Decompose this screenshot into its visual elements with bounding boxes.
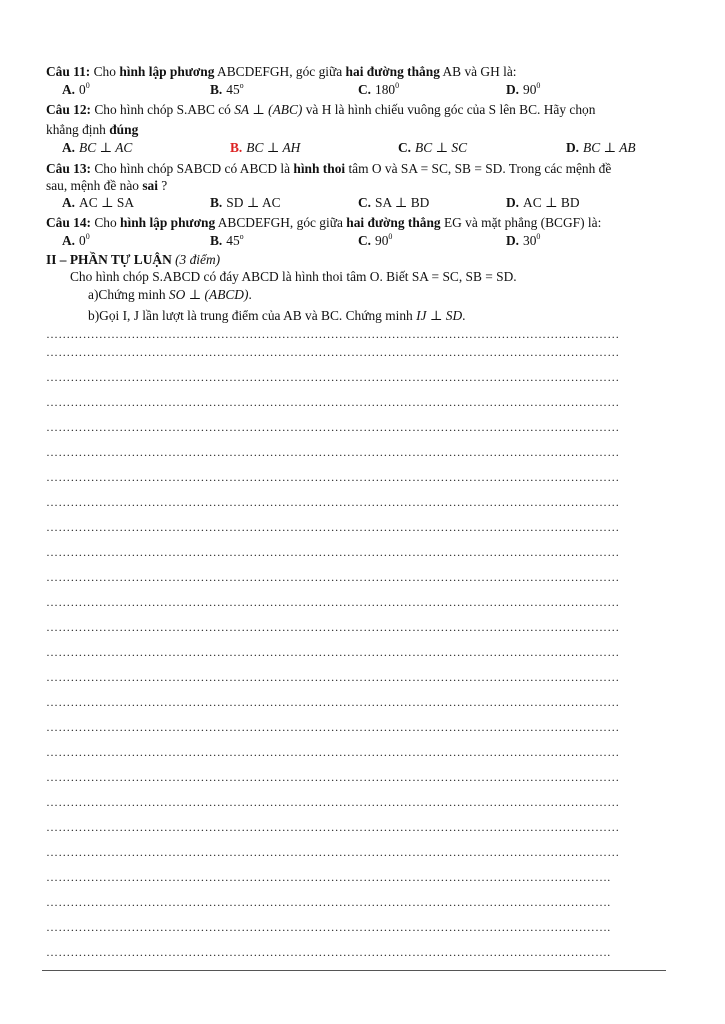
q12-label: Câu 12: <box>46 102 92 117</box>
q13-keyword: sai <box>142 178 158 193</box>
part2-heading <box>46 252 220 268</box>
q12-text-3: khẳng định <box>46 122 110 137</box>
answer-line[interactable]: …………………………………………………………………………………………………………………………… <box>46 421 620 433</box>
q12-options <box>46 140 670 156</box>
answer-line[interactable]: …………………………………………………………………………………………………………………………. <box>46 871 611 883</box>
q11-option-a[interactable]: A. $0^0$ <box>62 81 90 97</box>
footer-rule <box>42 970 666 971</box>
q13-stem <box>46 161 611 177</box>
part2-title: II – PHẦN TỰ LUẬN <box>46 252 172 267</box>
q12-text-2: và H là hình chiếu vuông góc của S lên BC. Hãy chọn <box>302 102 596 117</box>
answer-line[interactable]: …………………………………………………………………………………………………………………………. <box>46 921 611 933</box>
part2-item-b-math: IJ ⊥ SD <box>416 308 463 323</box>
q13-option-b[interactable]: B. SD ⊥ AC <box>210 195 281 210</box>
q11-bold-2: hai đường thẳng <box>345 64 440 79</box>
answer-line[interactable]: …………………………………………………………………………………………………………………………… <box>46 696 620 708</box>
q13-option-c[interactable]: C. SA ⊥ BD <box>358 195 430 210</box>
q13-text-1: Cho hình chóp SABCD có ABCD là <box>91 161 294 176</box>
q12-text-1: Cho hình chóp S.ABC có <box>91 102 235 117</box>
q14-stem <box>46 215 601 231</box>
q12-option-c[interactable]: C. BC ⊥ SC <box>398 140 468 155</box>
q11-stem <box>46 64 517 80</box>
q12-keyword: đúng <box>109 122 139 137</box>
answer-line[interactable]: …………………………………………………………………………………………………………………………. <box>46 946 611 958</box>
answer-line[interactable]: …………………………………………………………………………………………………………………………… <box>46 671 620 683</box>
answer-line[interactable]: …………………………………………………………………………………………………………………………… <box>46 746 620 758</box>
q11-option-c[interactable]: C. $180^0$ <box>358 81 400 97</box>
q14-bold-2: hai đường thẳng <box>346 215 441 230</box>
q13-option-d[interactable]: D. AC ⊥ BD <box>506 195 580 210</box>
q14-option-b[interactable]: B. 45$^o$ <box>210 232 244 248</box>
answer-line[interactable]: …………………………………………………………………………………………………………………………. <box>46 896 611 908</box>
answer-line[interactable]: …………………………………………………………………………………………………………………………… <box>46 546 620 558</box>
q14-text-1: Cho <box>91 215 121 230</box>
part2-intro: Cho hình chóp S.ABCD có đáy ABCD là hình thoi tâm O. Biết SA = SC, SB = SD. <box>70 269 517 284</box>
q11-text-3: AB và GH là: <box>439 64 517 79</box>
q12-stem <box>46 102 595 118</box>
answer-line[interactable]: …………………………………………………………………………………………………………………………… <box>46 446 620 458</box>
part2-item-a-end: . <box>248 287 252 302</box>
part2-item-b <box>88 308 466 324</box>
answer-line[interactable]: …………………………………………………………………………………………………………………………… <box>46 596 620 608</box>
q12-option-d[interactable]: D. BC ⊥ AB <box>566 140 636 155</box>
part2-item-b-text: b)Gọi I, J lần lượt là trung điểm của AB và BC. Chứng minh <box>88 308 417 323</box>
answer-line[interactable]: …………………………………………………………………………………………………………………………… <box>46 771 620 783</box>
answer-line[interactable]: …………………………………………………………………………………………………………………………… <box>46 796 620 808</box>
answer-line[interactable]: …………………………………………………………………………………………………………………………… <box>46 346 620 358</box>
q13-bold-1: hình thoi <box>293 161 346 176</box>
q14-option-c[interactable]: C. $90^0$ <box>358 232 393 248</box>
q11-text-1: Cho <box>90 64 120 79</box>
answer-line[interactable]: …………………………………………………………………………………………………………………………… <box>46 721 620 733</box>
q11-label: Câu 11: <box>46 64 91 79</box>
q11-option-d[interactable]: D. $90^0$ <box>506 81 541 97</box>
part2-item-b-end: . <box>462 308 466 323</box>
answer-line[interactable]: …………………………………………………………………………………………………………………………… <box>46 821 620 833</box>
q11-option-b[interactable]: B. 45$^o$ <box>210 81 244 97</box>
q11-options <box>46 82 670 98</box>
answer-line[interactable]: …………………………………………………………………………………………………………………………… <box>46 471 620 483</box>
q14-text-2: ABCDEFGH, góc giữa <box>215 215 347 230</box>
q13-option-a[interactable]: A. AC ⊥ SA <box>62 195 135 210</box>
q13-label: Câu 13: <box>46 161 92 176</box>
q11-bold-1: hình lập phương <box>119 64 215 79</box>
q13-options <box>46 195 670 211</box>
answer-line[interactable]: …………………………………………………………………………………………………………………………… <box>46 846 620 858</box>
q14-text-3: EG và mặt phẳng (BCGF) là: <box>440 215 602 230</box>
answer-line[interactable]: …………………………………………………………………………………………………………………………… <box>46 621 620 633</box>
answer-line[interactable]: …………………………………………………………………………………………………………………………… <box>46 571 620 583</box>
q14-options <box>46 233 670 249</box>
answer-line[interactable]: …………………………………………………………………………………………………………………………… <box>46 371 620 383</box>
q13-text-3: sau, mệnh đề nào <box>46 178 143 193</box>
answer-line[interactable]: …………………………………………………………………………………………………………………………… <box>46 396 620 408</box>
q12-option-a[interactable]: A. BC ⊥ AC <box>62 140 133 155</box>
q11-text-2: ABCDEFGH, góc giữa <box>214 64 346 79</box>
q12-math: SA ⊥ (ABC) <box>234 102 303 117</box>
part2-item-a-text: a)Chứng minh <box>88 287 169 302</box>
q14-label: Câu 14: <box>46 215 92 230</box>
answer-line[interactable]: …………………………………………………………………………………………………………………………… <box>46 646 620 658</box>
q12-option-b[interactable]: B. BC ⊥ AH <box>230 140 301 155</box>
part2-item-a-math: SO ⊥ (ABCD) <box>168 287 249 302</box>
part2-points: (3 điểm) <box>175 252 221 267</box>
q12-stem-line2 <box>46 122 138 138</box>
q14-option-d[interactable]: D. $30^0$ <box>506 232 541 248</box>
answer-line[interactable]: …………………………………………………………………………………………………………………………… <box>46 521 620 533</box>
q14-bold-1: hình lập phương <box>120 215 216 230</box>
answer-line[interactable]: …………………………………………………………………………………………………………………………… <box>46 496 620 508</box>
part2-item-a <box>88 287 252 303</box>
q14-option-a[interactable]: A. $0^0$ <box>62 232 90 248</box>
q13-text-4: ? <box>157 178 168 193</box>
answer-line[interactable]: …………………………………………………………………………………………………………………………… <box>46 328 620 340</box>
q13-stem-line2 <box>46 178 167 194</box>
q13-text-2: tâm O và SA = SC, SB = SD. Trong các mệnh đề <box>345 161 612 176</box>
